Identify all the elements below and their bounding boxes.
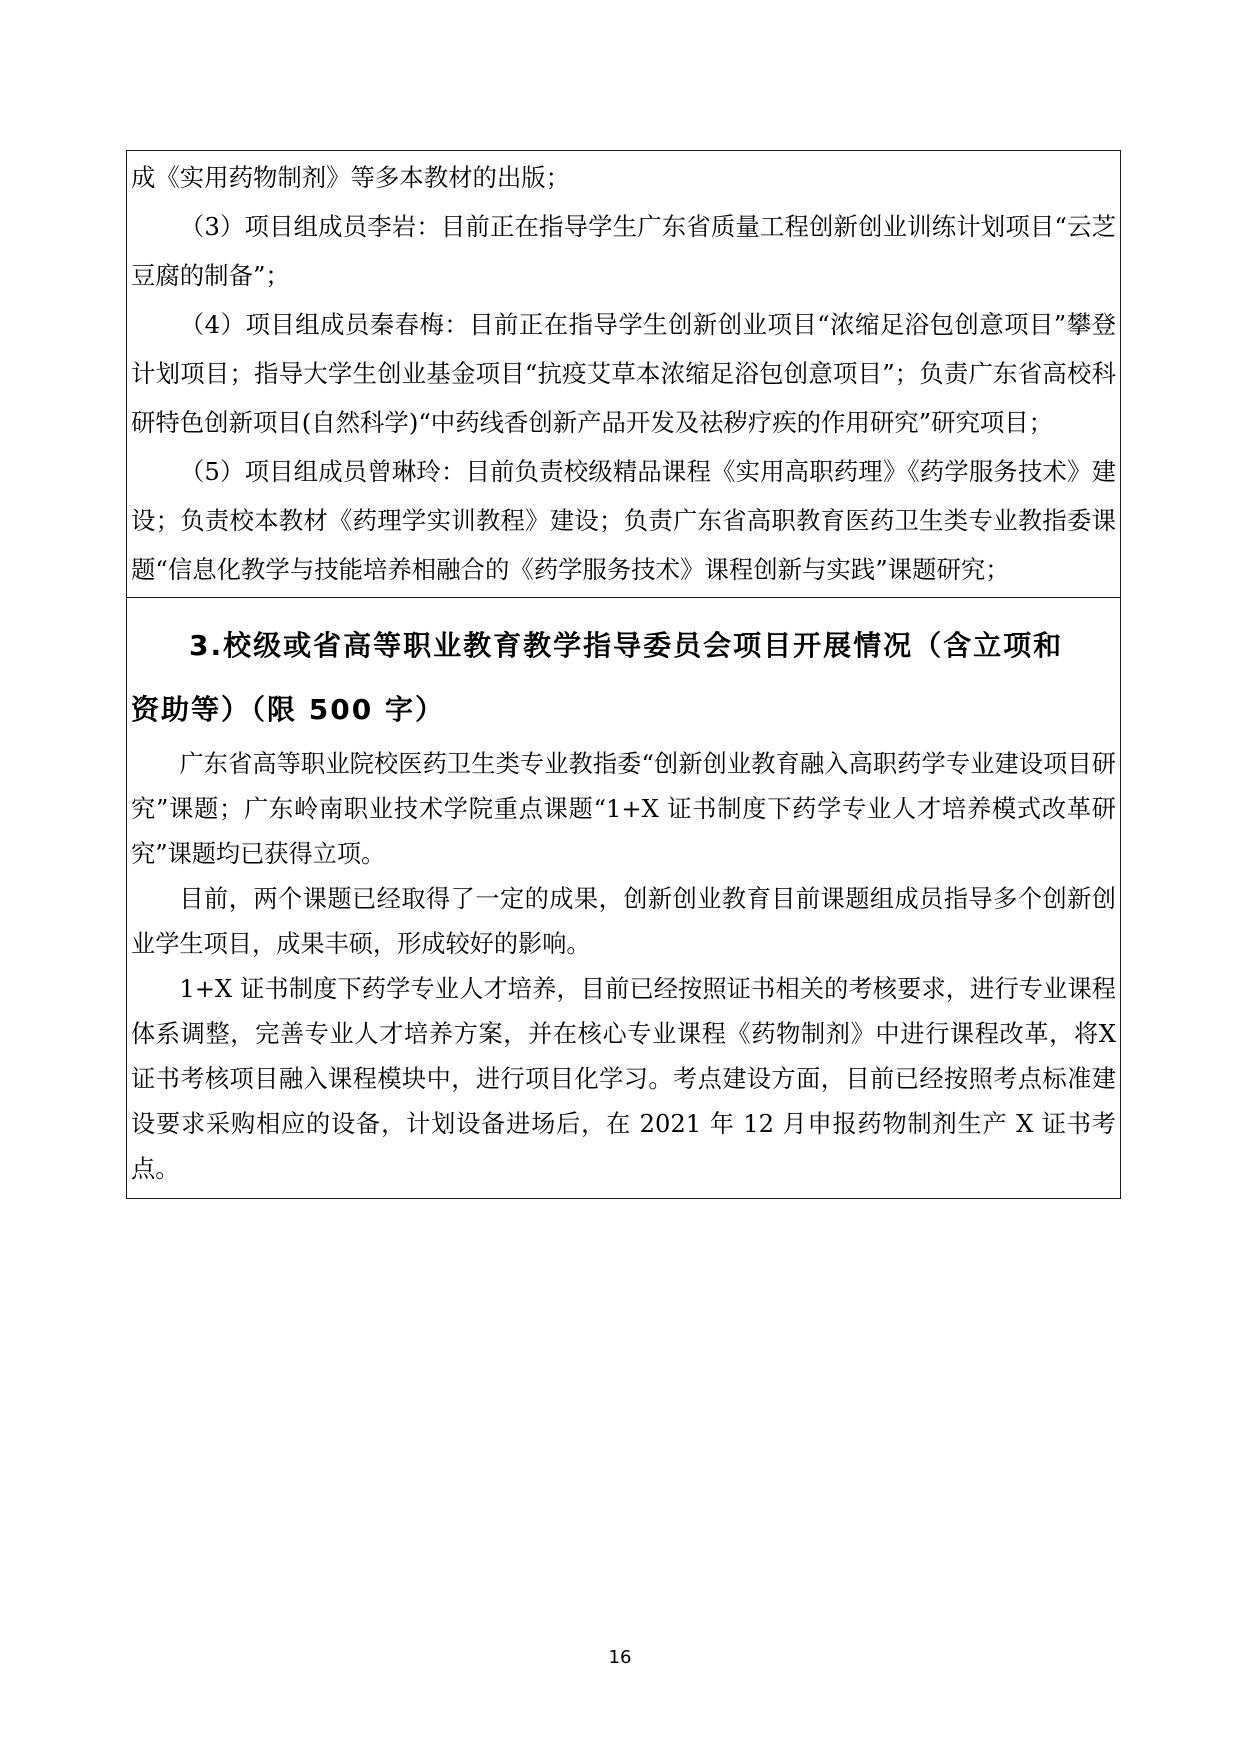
section3-heading [131,614,1116,742]
intro-paragraph: 成《实用药物制剂》等多本教材的出版； [131,163,571,192]
section3-body [131,742,1116,1192]
section3-paragraph-2: 目前，两个课题已经取得了一定的成果，创新创业教育目前课题组成员指导多个创新创业学生项目，成果丰硕，形成较好的影响。 [131,885,1116,958]
section3-heading-line1: 3.校级或省高等职业教育教学指导委员会项目开展情况（含立项和 [189,629,1064,662]
continued-cell [127,151,1120,597]
form-table [126,150,1121,1199]
member-4-paragraph: （4）项目组成员秦春梅：目前正在指导学生创新创业项目“浓缩足浴包创意项目”攀登计划项目；指导大学生创业基金项目“抗疫艾草本浓缩足浴包创意项目”；负责广东省高校科研特色创新项目(自然科学)“中药线香创新产品开发及祛秽疗疾的作用研究”研究项目； [131,310,1116,437]
section3-paragraph-1: 广东省高等职业院校医药卫生类专业教指委“创新创业教育融入高职药学专业建设项目研究”课题；广东岭南职业技术学院重点课题“1+X 证书制度下药学专业人才培养模式改革研究”课题均已获得立项。 [131,750,1116,868]
section3-paragraph-3: 1+X 证书制度下药学专业人才培养，目前已经按照证书相关的考核要求，进行专业课程体系调整，完善专业人才培养方案，并在核心专业课程《药物制剂》中进行课程改革，将X 证书考核项目融入课程模块中，进行项目化学习。考点建设方面，目前已经按照考点标准建设要求采购相应的设备，计划设备进场后，在 2021 年 12 月申报药物制剂生产 X 证书考点。 [131,975,1116,1183]
section3-heading-line2: 资助等）（限 500 字） [131,693,445,726]
member-3-paragraph: （3）项目组成员李岩：目前正在指导学生广东省质量工程创新创业训练计划项目“云芝豆腐的制备”； [131,212,1116,290]
section3-cell [127,597,1120,1198]
member-5-paragraph: （5）项目组成员曾琳玲：目前负责校级精品课程《实用高职药理》《药学服务技术》建设；负责校本教材《药理学实训教程》建设；负责广东省高职教育医药卫生类专业教指委课题“信息化教学与技能培养相融合的《药学服务技术》课程创新与实践”课题研究； [131,457,1116,584]
page-number: 16 [608,1647,632,1668]
